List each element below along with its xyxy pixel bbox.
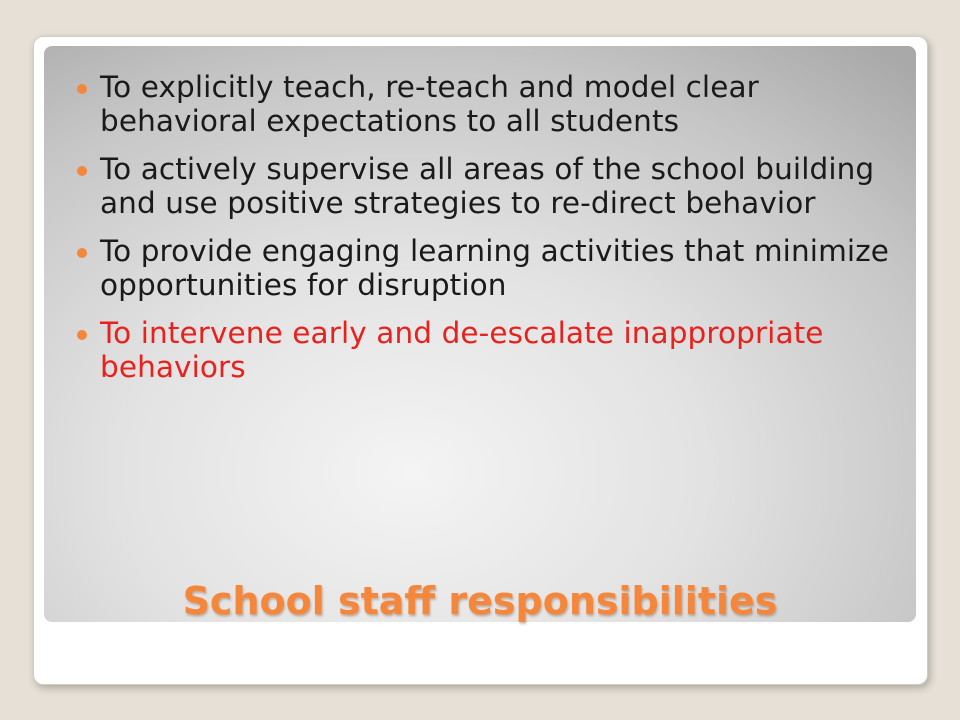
bullet-dot-icon <box>77 84 87 94</box>
bullet-dot-icon <box>77 166 87 176</box>
bullet-dot-icon <box>77 330 87 340</box>
bullet-item-emphasis <box>100 316 905 384</box>
bullet-item <box>100 152 905 220</box>
bullet-text: To actively supervise all areas of the school building and use positive strategies to re-direct behavior <box>100 152 875 220</box>
bullet-list <box>100 70 905 398</box>
bullet-text: To intervene early and de-escalate inappropriate behaviors <box>100 316 824 384</box>
bullet-item <box>100 70 905 138</box>
bullet-text: To provide engaging learning activities that minimize opportunities for disruption <box>100 234 890 302</box>
bullet-item <box>100 234 905 302</box>
bullet-text: To explicitly teach, re-teach and model clear behavioral expectations to all students <box>100 70 759 138</box>
slide-title: School staff responsibilities <box>182 579 778 623</box>
bullet-dot-icon <box>77 248 87 258</box>
